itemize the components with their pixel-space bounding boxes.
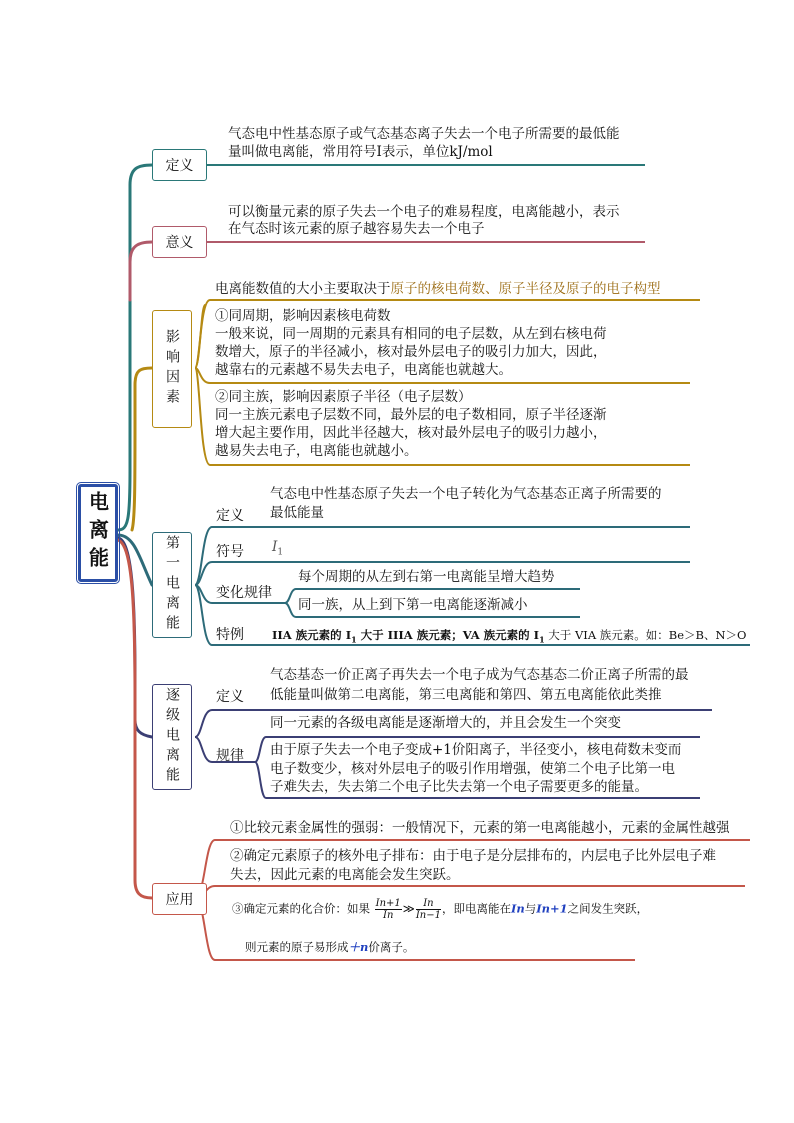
successive-rule-2-line3: 子难失去，失去第二个电子比失去第一个电子需要更多的能量。: [270, 779, 648, 795]
factors-group-title: ②同主族，影响因素原子半径（电子层数）: [215, 389, 472, 405]
first-special-label: 特例: [216, 627, 244, 643]
application-item3-prefix: ③确定元素的化合价：如果: [232, 901, 370, 916]
meaning-label: 意义: [165, 235, 194, 251]
factors-intro-prefix: 电离能数值的大小主要取决于: [215, 281, 391, 297]
factors-group-line2: 增大起主要作用，因此半径越大，核对最外层电子的吸引力越小，: [215, 425, 607, 441]
first-def-line1: 气态电中性基态原子失去一个电子转化为气态基态正离子所需要的: [270, 486, 662, 502]
definition-line2: 量叫做电离能，常用符号I表示，单位kJ/mol: [228, 144, 493, 160]
first-trend-1: 每个周期的从左到右第一电离能呈增大趋势: [298, 569, 555, 585]
successive-rule-1: 同一元素的各级电离能是逐渐增大的，并且会发生一个突变: [270, 715, 621, 731]
first-trend-2: 同一族，从上到下第一电离能逐渐减小: [298, 597, 528, 613]
factors-group-line1: 同一主族元素电子层数不同，最外层的电子数相同，原子半径逐渐: [215, 407, 607, 423]
factors-label: 影响因素: [164, 329, 180, 409]
first-special-a-sub: 1: [351, 634, 357, 645]
root-node: 电离能: [78, 484, 118, 582]
first-symbol-sub: 1: [277, 547, 284, 558]
application-item3-suffix: 之间发生突跃，: [567, 901, 649, 916]
application-item3-line1: [232, 898, 648, 921]
connector-meaning: [130, 242, 152, 300]
first-special-b-sub: 1: [539, 634, 545, 645]
application-label: 应用: [165, 892, 194, 908]
first-special-a: IIA 族元素的 I: [272, 628, 352, 642]
meaning-line2: 在气态时该元素的原子越容易失去一个电子: [228, 221, 485, 237]
successive-label: 逐级电离能: [164, 687, 180, 787]
application-item3-and: 与: [524, 901, 537, 916]
fraction-2-den: In−1: [415, 910, 441, 921]
application-item3-line2-suffix: 价离子。: [368, 940, 415, 954]
factors-period-line2: 数增大，原子的半径减小，核对最外层电子的吸引力加大，因此，: [215, 344, 607, 360]
meaning-node: [152, 226, 207, 258]
first-symbol-letter: I: [272, 539, 278, 555]
factors-period-title: ①同周期，影响因素核电荷数: [215, 308, 391, 324]
application-item3-line2-prefix: 则元素的原子易形成: [245, 940, 349, 954]
successive-rule-2-line1: 由于原子失去一个电子变成+1价阳离子，半径变小，核电荷数未变而: [270, 742, 682, 758]
application-item3-var1: In: [510, 901, 525, 916]
first-special-b: 大于 IIIA 族元素；VA 族元素的 I: [356, 628, 540, 642]
fraction-1: [375, 898, 402, 921]
application-item3-line2-var: ＋n: [348, 940, 369, 954]
first-trend-label: 变化规律: [216, 585, 272, 601]
successive-def-label: 定义: [216, 689, 244, 705]
factors-node: [152, 310, 192, 428]
first-def-label: 定义: [216, 508, 244, 524]
successive-node: [152, 684, 192, 790]
first-ionization-label: 第一电离能: [164, 535, 180, 635]
successive-rule-label: 规律: [216, 748, 244, 764]
factors-period-line1: 一般来说，同一周期的元素具有相同的电子层数，从左到右核电荷: [215, 326, 607, 342]
application-node: [152, 883, 207, 915]
factors-group-line3: 越易失去电子，电离能也就越小。: [215, 443, 418, 459]
factors-intro: [215, 280, 661, 299]
application-item2-line1: ②确定元素原子的核外电子排布：由于电子是分层排布的，内层电子比外层电子难: [230, 848, 716, 864]
fraction-2: [416, 898, 441, 921]
definition-label: 定义: [165, 158, 194, 174]
first-special-c: 大于 VIA 族元素。如：Be＞B、N＞O: [544, 628, 747, 642]
fraction-1-num: In+1: [375, 898, 401, 909]
fraction-2-num: In: [423, 898, 434, 909]
connector-factors: [132, 368, 152, 530]
connector-application: [118, 540, 152, 898]
application-item3-mid: ，即电离能在: [441, 901, 511, 916]
application-item3-line2: [245, 938, 414, 957]
factors-intro-highlight: 原子的核电荷数、原子半径及原子的电子构型: [390, 281, 661, 297]
successive-rule-2-line2: 电子数变少，核对外层电子的吸引作用增强，使第二个电子比第一电: [270, 761, 675, 777]
first-ionization-node: [152, 532, 192, 638]
definition-node: [152, 149, 207, 181]
application-item2-line: [195, 886, 745, 898]
first-symbol-label: 符号: [216, 544, 244, 560]
application-item2-line2: 失去，因此元素的电离能会发生突跃。: [230, 867, 460, 883]
first-def-line2: 最低能量: [270, 505, 324, 521]
application-item1: ①比较元素金属性的强弱：一般情况下，元素的第一电离能越小，元素的金属性越强: [230, 820, 730, 836]
first-special-text: [272, 626, 746, 649]
application-item3-var2: In+1: [536, 901, 568, 916]
fraction-1-den: In: [383, 910, 394, 921]
definition-line1: 气态电中性基态原子或气态基态离子失去一个电子所需要的最低能: [228, 126, 620, 142]
successive-def-line1: 气态基态一价正离子再失去一个电子成为气态基态二价正离子所需的最: [270, 667, 689, 683]
application-item3-op: ≫: [402, 901, 415, 916]
first-symbol-value: [272, 538, 283, 563]
meaning-line1: 可以衡量元素的原子失去一个电子的难易程度，电离能越小，表示: [228, 204, 620, 220]
factors-period-line3: 越靠右的元素越不易失去电子，电离能也就越大。: [215, 362, 512, 378]
successive-def-line2: 低能量叫做第二电离能，第三电离能和第四、第五电离能依此类推: [270, 687, 662, 703]
